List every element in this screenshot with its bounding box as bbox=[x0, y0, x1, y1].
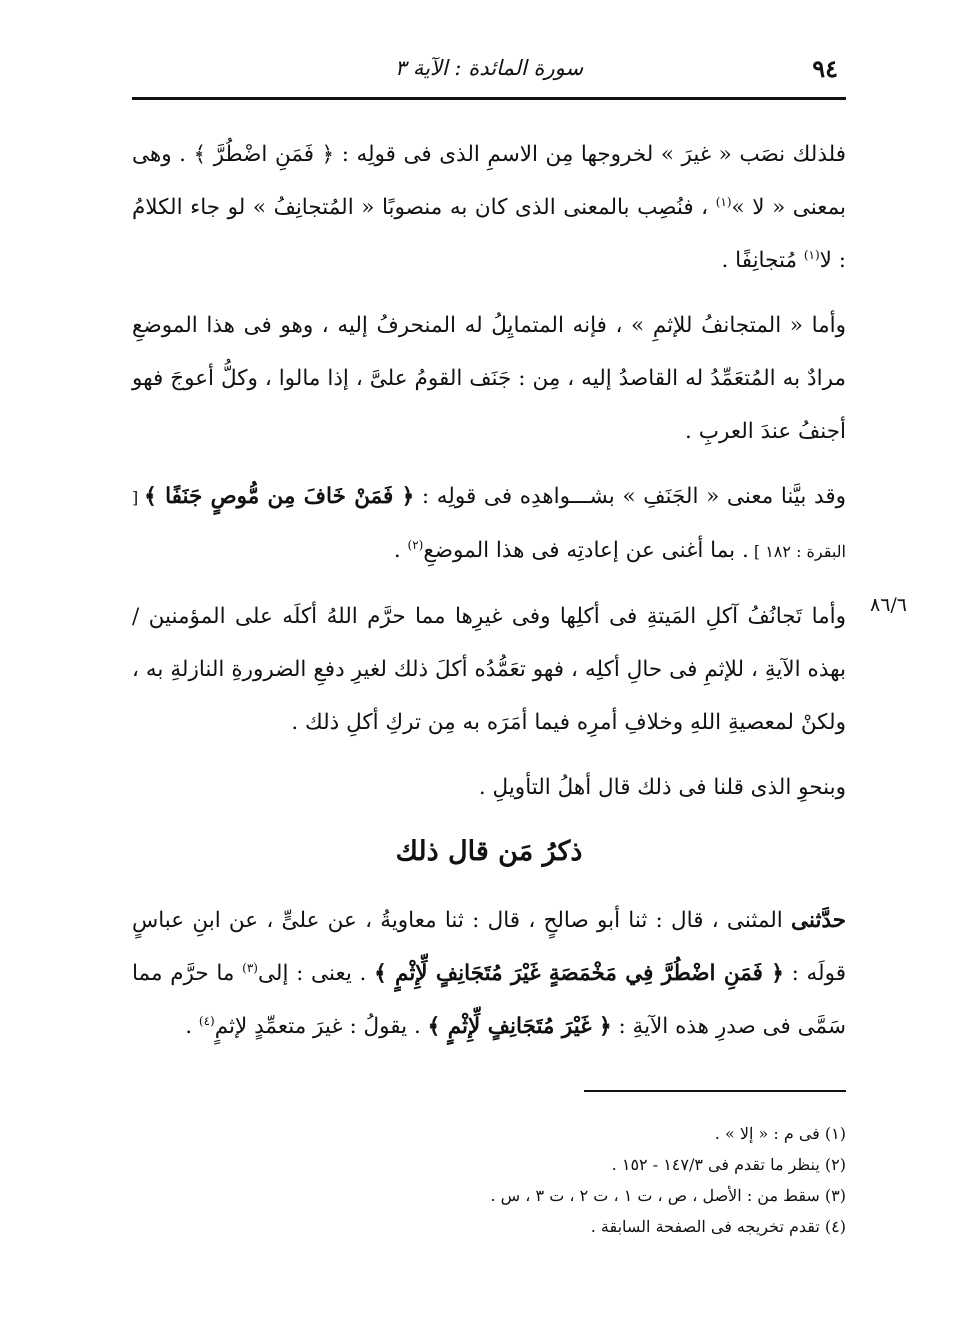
footnote-3: (٣) سقط من : الأصل ، ص ، ت ١ ، ت ٢ ، ت ٣ ، س . bbox=[490, 1186, 846, 1205]
paragraph-text: فلذلك نصَب « غيرَ » لخروجها مِن الاسمِ الذى فى قولِه : ﴿ فَمَنِ اضْطُرَّ ﴾ . وهى بمعنى « لا » bbox=[132, 142, 846, 220]
margin-reference: ٨٦/٦ bbox=[870, 594, 908, 616]
footnote-rule bbox=[584, 1090, 846, 1092]
footnote-ref: (١) bbox=[803, 247, 820, 262]
paragraph-2 bbox=[132, 299, 846, 458]
citation: [ البقرة : ١٨٢ ] bbox=[132, 488, 846, 561]
paragraph-4 bbox=[132, 590, 846, 749]
quran-quote: ﴿ غَيْرَ مُتَجَانِفٍ لِّإِثْمٍ ﴾ bbox=[427, 1014, 612, 1039]
running-title: سورة المائدة : الآية ٣ bbox=[394, 56, 584, 80]
quran-quote: ﴿ فَمَنْ خَافَ مِن مُّوصٍ جَنَفًا ﴾ bbox=[144, 484, 415, 509]
page-number: ٩٤ bbox=[812, 54, 838, 83]
paragraph-text: . بما أغنى عن إعادتِه فى هذا الموضعِ bbox=[423, 538, 749, 563]
paragraph-text: وقد بيَّنا معنى « الجَنَفِ » بشـــواهدِه فى قولِه : bbox=[414, 484, 847, 509]
footnote-1: (١) فى م : « إلا » . bbox=[714, 1124, 846, 1143]
narration-block bbox=[132, 894, 846, 1053]
footnotes bbox=[300, 1118, 846, 1242]
paragraph-text: . يقولُ : غيرَ متعمِّدٍ لإثمٍ bbox=[214, 1014, 428, 1039]
main-text bbox=[132, 128, 846, 814]
paragraph-text: . bbox=[393, 538, 408, 563]
paragraph-text: مُتجانِفًا . bbox=[721, 248, 804, 273]
section-heading: ذكرُ مَن قال ذلك bbox=[395, 836, 583, 867]
footnote-2: (٢) ينظر ما تقدم فى ١٤٧/٣ - ١٥٢ . bbox=[611, 1155, 846, 1174]
paragraph-text: وبنحوِ الذى قلنا فى ذلك قال أهلُ التأويلِ . bbox=[478, 775, 846, 800]
header-rule bbox=[132, 97, 846, 100]
page-header bbox=[132, 52, 846, 92]
paragraph-text: المثنى ، قال : ثنا أبو صالحٍ ، قال : ثنا معاويةُ ، عن علىٍّ ، عن ابنِ عباسٍ قولَه : bbox=[132, 908, 846, 986]
footnote-ref: (٣) bbox=[242, 960, 258, 975]
paragraph-text: . bbox=[185, 1014, 199, 1039]
narration-paragraph bbox=[132, 894, 846, 1053]
footnote-ref: (١) bbox=[715, 194, 732, 209]
footnote-4: (٤) تقدم تخريجه فى الصفحة السابقة . bbox=[590, 1217, 846, 1236]
narration-lead: حدَّثنى bbox=[791, 908, 846, 933]
paragraph-text: وأما تَجانُفُ آكلِ المَيتةِ فى أكلِها وفى غيرِها مما حرَّم اللهُ أكلَه على المؤمنين / بهذه الآيةِ ، للإثمِ فى حالِ أكلِه ، فهو تعَمُّدُه أكلَ ذلك لغيرِ دفعِ الضرورةِ النازلةِ به ، ولكنْ لمعصيةِ اللهِ وخلافِ أمرِه فيما أمَرَه به مِن تركِ أكلِ ذلك . bbox=[132, 604, 846, 735]
footnote-ref: (٤) bbox=[198, 1013, 215, 1028]
paragraph-5 bbox=[132, 761, 846, 814]
footnote-ref: (٢) bbox=[407, 537, 424, 552]
paragraph-text: . يعنى : إلى bbox=[257, 961, 375, 986]
paragraph-text: ، فنُصِب بالمعنى الذى كان به منصوبًا « المُتجانِفُ » لو جاء الكلامُ : لا bbox=[132, 195, 846, 273]
quran-quote: ﴿ فَمَنِ اضْطُرَّ فِي مَخْمَصَةٍ غَيْرَ مُتَجَانِفٍ لِّإِثْمٍ ﴾ bbox=[374, 961, 784, 986]
paragraph-3 bbox=[132, 470, 846, 578]
paragraph-text: وأما « المتجانفُ للإثمِ » ، فإنه المتمايِلُ له المنحرفُ إليه ، وهو فى هذا الموضعِ مرادٌ به المُتعَمِّدُ له القاصدُ إليه ، مِن : جَنَف القومُ علىَّ ، إذا مالوا ، وكلُّ أعوجَ فهو أجنفُ عندَ العربِ . bbox=[132, 313, 846, 444]
paragraph-text: ما حرَّم مما سَمَّى فى صدرِ هذه الآيةِ : bbox=[132, 961, 846, 1039]
paragraph-1 bbox=[132, 128, 846, 287]
